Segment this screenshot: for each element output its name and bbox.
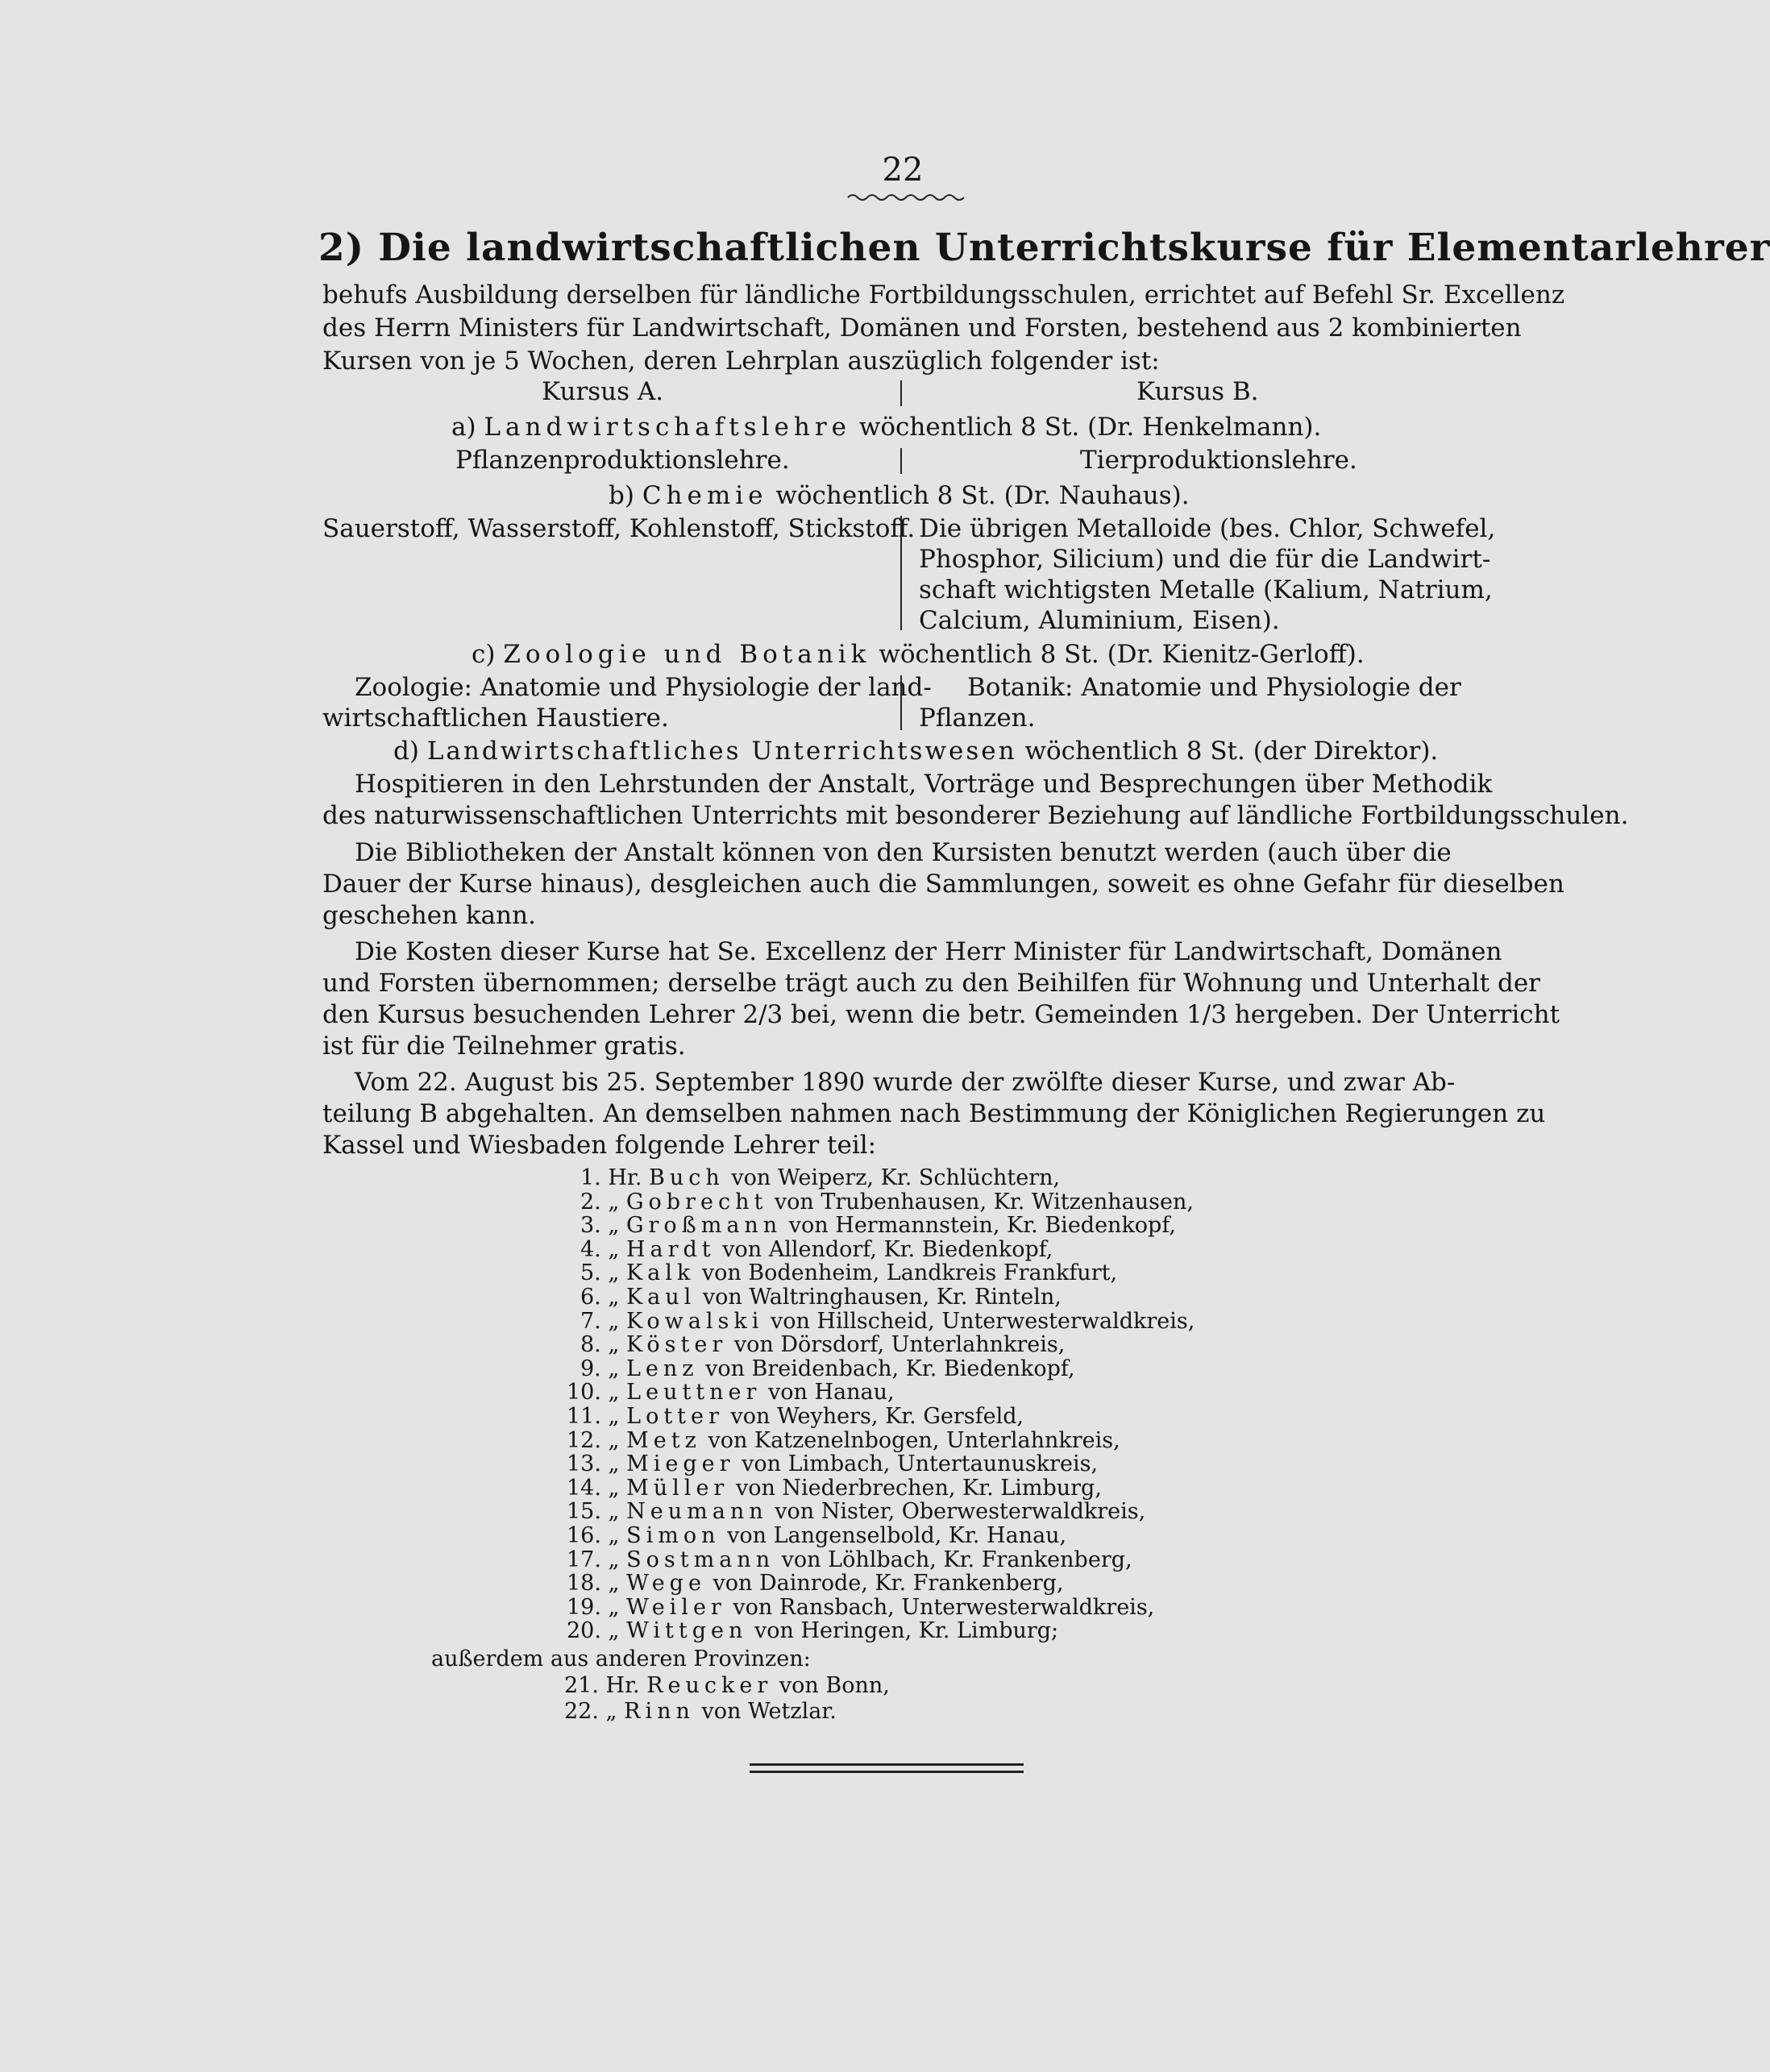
teacher-origin: von Wetzlar. bbox=[701, 1699, 837, 1724]
teacher-honorific: „ bbox=[608, 1356, 620, 1381]
paragraph-line: geschehen kann. bbox=[322, 901, 536, 930]
teacher-name: Rinn bbox=[624, 1699, 695, 1724]
section-c-title bbox=[472, 640, 1365, 669]
teacher-name: Gobrecht bbox=[625, 1189, 768, 1215]
teacher-honorific: „ bbox=[608, 1547, 620, 1572]
wavy-rule bbox=[846, 192, 967, 203]
teacher-name: Kalk bbox=[625, 1260, 696, 1286]
teacher-number: 7. bbox=[580, 1308, 601, 1334]
teacher-name: Weiler bbox=[626, 1594, 726, 1620]
teacher-honorific: „ bbox=[608, 1523, 620, 1548]
teacher-number: 14. bbox=[567, 1475, 601, 1501]
section-b-rest: wöchentlich 8 St. (Dr. Nauhaus). bbox=[775, 481, 1190, 510]
teacher-origin: von Ransbach, Unterwesterwaldkreis, bbox=[733, 1594, 1155, 1620]
teacher-name: Kaul bbox=[625, 1285, 696, 1310]
section-heading: 2) Die landwirtschaftlichen Unterrichtskurse für Elementarlehrer bbox=[318, 226, 1770, 270]
section-a-left: Pflanzenproduktionslehre. bbox=[455, 446, 790, 475]
teacher-honorific: „ bbox=[608, 1189, 620, 1215]
section-b-prefix: b) bbox=[609, 481, 634, 510]
teacher-entry bbox=[564, 1699, 837, 1724]
teacher-entry bbox=[580, 1260, 1117, 1285]
teacher-entry bbox=[567, 1547, 1132, 1572]
teacher-honorific: „ bbox=[608, 1260, 620, 1286]
teacher-honorific: „ bbox=[608, 1332, 620, 1358]
teacher-number: 13. bbox=[567, 1451, 601, 1477]
teacher-number: 11. bbox=[567, 1404, 601, 1429]
section-c-subject: Zoologie und Botanik bbox=[503, 640, 871, 669]
section-b-right-line: Phosphor, Silicium) und die für die Landwirt- bbox=[919, 545, 1491, 574]
teacher-entry bbox=[580, 1309, 1195, 1334]
section-c-rest: wöchentlich 8 St. (Dr. Kienitz-Gerloff). bbox=[879, 640, 1365, 669]
teacher-origin: von Dörsdorf, Unterlahnkreis, bbox=[733, 1332, 1066, 1358]
teacher-entry bbox=[567, 1404, 1024, 1429]
section-b-right-line: Die übrigen Metalloide (bes. Chlor, Schwefel, bbox=[919, 514, 1496, 543]
teacher-number: 3. bbox=[580, 1213, 601, 1239]
teacher-honorific: „ bbox=[608, 1285, 620, 1310]
teacher-origin: von Hanau, bbox=[768, 1380, 895, 1406]
teacher-entry bbox=[580, 1237, 1053, 1262]
teacher-name: Lenz bbox=[625, 1356, 699, 1381]
teacher-honorific: „ bbox=[608, 1594, 620, 1620]
teacher-origin: von Katzenelnbogen, Unterlahnkreis, bbox=[708, 1427, 1120, 1453]
teacher-name: Mieger bbox=[626, 1451, 735, 1477]
teacher-number: 5. bbox=[580, 1260, 601, 1286]
teacher-origin: von Limbach, Untertaunuskreis, bbox=[742, 1451, 1099, 1477]
section-c-right-line: Pflanzen. bbox=[919, 704, 1036, 733]
teacher-name: Köster bbox=[625, 1332, 728, 1358]
teacher-origin: von Weyhers, Kr. Gersfeld, bbox=[730, 1404, 1024, 1429]
course-a-heading: Kursus A. bbox=[542, 377, 664, 406]
teacher-name: Buch bbox=[649, 1165, 725, 1190]
page-number: 22 bbox=[882, 152, 924, 189]
teacher-origin: von Nister, Oberwesterwaldkreis, bbox=[775, 1499, 1146, 1525]
teacher-honorific: Hr. bbox=[605, 1673, 640, 1698]
teacher-honorific: „ bbox=[608, 1380, 620, 1406]
teacher-entry bbox=[580, 1165, 1060, 1190]
paragraph-line: Die Bibliotheken der Anstalt können von den Kursisten benutzt werden (auch über die bbox=[355, 838, 1452, 867]
teacher-origin: von Allendorf, Kr. Biedenkopf, bbox=[722, 1236, 1053, 1262]
teacher-honorific: „ bbox=[608, 1618, 620, 1644]
teacher-origin: von Langenselbold, Kr. Hanau, bbox=[727, 1523, 1067, 1548]
teacher-entry bbox=[567, 1428, 1120, 1453]
closing-rule bbox=[750, 1763, 1024, 1766]
section-b-left: Sauerstoff, Wasserstoff, Kohlenstoff, Stickstoff. bbox=[322, 514, 916, 543]
section-b-subject: Chemie bbox=[642, 481, 768, 510]
teacher-name: Reucker bbox=[646, 1673, 773, 1698]
teacher-name: Großmann bbox=[625, 1213, 783, 1239]
teacher-number: 6. bbox=[580, 1285, 601, 1310]
teacher-name: Simon bbox=[626, 1523, 721, 1548]
teacher-number: 10. bbox=[567, 1380, 601, 1406]
teacher-entry bbox=[567, 1595, 1154, 1620]
teacher-origin: von Niederbrechen, Kr. Limburg, bbox=[735, 1475, 1102, 1501]
teacher-entry bbox=[567, 1571, 1064, 1596]
teacher-number: 17. bbox=[567, 1547, 601, 1572]
teacher-name: Wege bbox=[626, 1571, 706, 1597]
teacher-number: 19. bbox=[567, 1594, 601, 1620]
teacher-entry bbox=[567, 1380, 895, 1405]
section-c-prefix: c) bbox=[472, 640, 496, 669]
section-d-line: Hospitieren in den Lehrstunden der Anstalt, Vorträge und Besprechungen über Methodik bbox=[355, 770, 1493, 799]
section-d-prefix: d) bbox=[393, 737, 419, 766]
paragraph-line: Kassel und Wiesbaden folgende Lehrer teil: bbox=[322, 1131, 877, 1160]
teacher-origin: von Breidenbach, Kr. Biedenkopf, bbox=[705, 1356, 1075, 1381]
teacher-number: 22. bbox=[564, 1699, 599, 1724]
section-c-left-line: wirtschaftlichen Haustiere. bbox=[322, 704, 669, 733]
teacher-number: 4. bbox=[580, 1236, 601, 1262]
teacher-entry bbox=[567, 1476, 1102, 1501]
other-provinces-label: außerdem aus anderen Provinzen: bbox=[431, 1646, 811, 1671]
teacher-origin: von Weiperz, Kr. Schlüchtern, bbox=[731, 1165, 1061, 1190]
column-divider bbox=[900, 448, 902, 474]
section-b-title bbox=[609, 481, 1190, 510]
teacher-entry bbox=[567, 1499, 1145, 1524]
teacher-name: Sostmann bbox=[626, 1547, 775, 1572]
paragraph-line: ist für die Teilnehmer gratis. bbox=[322, 1032, 686, 1061]
column-divider bbox=[900, 516, 902, 630]
teacher-honorific: „ bbox=[608, 1404, 620, 1429]
teacher-entry bbox=[567, 1523, 1066, 1548]
teacher-honorific: „ bbox=[608, 1475, 620, 1501]
teacher-name: Hardt bbox=[625, 1236, 716, 1262]
teacher-origin: von Waltringhausen, Kr. Rinteln, bbox=[702, 1285, 1062, 1310]
teacher-entry bbox=[580, 1213, 1176, 1238]
teacher-number: 12. bbox=[567, 1427, 601, 1453]
teacher-origin: von Hillscheid, Unterwesterwaldkreis, bbox=[770, 1308, 1195, 1334]
teacher-honorific: „ bbox=[608, 1451, 620, 1477]
teacher-name: Müller bbox=[626, 1475, 729, 1501]
teacher-entry bbox=[580, 1190, 1194, 1215]
column-divider bbox=[900, 675, 902, 730]
paragraph-line: und Forsten übernommen; derselbe trägt auch zu den Beihilfen für Wohnung und Unterhalt der bbox=[322, 969, 1540, 998]
teacher-number: 16. bbox=[567, 1523, 601, 1548]
teacher-origin: von Bonn, bbox=[779, 1673, 890, 1698]
teacher-number: 21. bbox=[564, 1673, 599, 1698]
teacher-honorific: „ bbox=[608, 1571, 620, 1597]
teacher-name: Leuttner bbox=[626, 1380, 762, 1406]
section-a-subject: Landwirtschaftslehre bbox=[484, 413, 851, 442]
section-d-subject: Landwirtschaftliches Unterrichtswesen bbox=[426, 737, 1017, 766]
teacher-honorific: „ bbox=[608, 1308, 620, 1334]
section-a-title bbox=[451, 413, 1321, 442]
teacher-origin: von Trubenhausen, Kr. Witzenhausen, bbox=[774, 1189, 1194, 1215]
teacher-origin: von Dainrode, Kr. Frankenberg, bbox=[713, 1571, 1064, 1597]
teacher-entry bbox=[567, 1618, 1058, 1643]
teacher-name: Lotter bbox=[626, 1404, 724, 1429]
teacher-honorific: „ bbox=[605, 1699, 617, 1724]
teacher-name: Wittgen bbox=[626, 1618, 748, 1644]
teacher-number: 8. bbox=[580, 1332, 601, 1358]
teacher-number: 18. bbox=[567, 1571, 601, 1597]
section-d-title bbox=[393, 737, 1438, 766]
section-d-rest: wöchentlich 8 St. (der Direktor). bbox=[1024, 737, 1439, 766]
closing-rule bbox=[750, 1771, 1024, 1773]
teacher-honorific: „ bbox=[608, 1427, 620, 1453]
teacher-origin: von Bodenheim, Landkreis Frankfurt, bbox=[701, 1260, 1118, 1286]
teacher-entry bbox=[567, 1451, 1098, 1476]
section-a-right: Tierproduktionslehre. bbox=[1080, 446, 1357, 475]
section-d-line: des naturwissenschaftlichen Unterrichts mit besonderer Beziehung auf ländliche Fortbildungsschulen. bbox=[322, 801, 1629, 830]
intro-line: behufs Ausbildung derselben für ländliche Fortbildungsschulen, errichtet auf Befehl Sr. Excellenz bbox=[322, 280, 1565, 309]
teacher-honorific: Hr. bbox=[608, 1165, 642, 1190]
section-b-right-line: Calcium, Aluminium, Eisen). bbox=[919, 606, 1280, 635]
paragraph-line: Die Kosten dieser Kurse hat Se. Excellenz der Herr Minister für Landwirtschaft, Domänen bbox=[355, 937, 1502, 966]
teacher-entry bbox=[564, 1673, 890, 1698]
teacher-name: Kowalski bbox=[625, 1308, 764, 1334]
intro-line: Kursen von je 5 Wochen, deren Lehrplan auszüglich folgender ist: bbox=[322, 347, 1160, 376]
section-c-right-line: Botanik: Anatomie und Physiologie der bbox=[967, 673, 1461, 702]
teacher-entry bbox=[580, 1332, 1065, 1357]
teacher-honorific: „ bbox=[608, 1499, 620, 1525]
teacher-origin: von Hermannstein, Kr. Biedenkopf, bbox=[788, 1213, 1176, 1239]
section-c-left-line: Zoologie: Anatomie und Physiologie der land- bbox=[355, 673, 932, 702]
paragraph-line: den Kursus besuchenden Lehrer 2/3 bei, wenn die betr. Gemeinden 1/3 hergeben. Der Unterricht bbox=[322, 1000, 1560, 1029]
teacher-number: 2. bbox=[580, 1189, 601, 1215]
teacher-name: Metz bbox=[626, 1427, 701, 1453]
teacher-entry bbox=[580, 1356, 1075, 1381]
teacher-origin: von Heringen, Kr. Limburg; bbox=[754, 1618, 1059, 1644]
teacher-honorific: „ bbox=[608, 1236, 620, 1262]
course-b-heading: Kursus B. bbox=[1136, 377, 1259, 406]
paragraph-line: teilung B abgehalten. An demselben nahmen nach Bestimmung der Königlichen Regierungen zu bbox=[322, 1099, 1546, 1128]
teacher-number: 15. bbox=[567, 1499, 601, 1525]
paragraph-line: Vom 22. August bis 25. September 1890 wurde der zwölfte dieser Kurse, und zwar Ab- bbox=[355, 1068, 1456, 1097]
section-a-rest: wöchentlich 8 St. (Dr. Henkelmann). bbox=[858, 413, 1322, 442]
teacher-number: 1. bbox=[580, 1165, 601, 1190]
teacher-number: 20. bbox=[567, 1618, 601, 1644]
section-a-prefix: a) bbox=[451, 413, 476, 442]
intro-line: des Herrn Ministers für Landwirtschaft, Domänen und Forsten, bestehend aus 2 kombinierten bbox=[322, 313, 1522, 343]
teacher-honorific: „ bbox=[608, 1213, 620, 1239]
teacher-entry bbox=[580, 1285, 1062, 1310]
teacher-number: 9. bbox=[580, 1356, 601, 1381]
teacher-name: Neumann bbox=[626, 1499, 768, 1525]
section-b-right-line: schaft wichtigsten Metalle (Kalium, Natrium, bbox=[919, 575, 1493, 604]
column-divider bbox=[900, 380, 902, 406]
teacher-origin: von Löhlbach, Kr. Frankenberg, bbox=[781, 1547, 1132, 1572]
paragraph-line: Dauer der Kurse hinaus), desgleichen auch die Sammlungen, soweit es ohne Gefahr für dieselben bbox=[322, 870, 1564, 899]
